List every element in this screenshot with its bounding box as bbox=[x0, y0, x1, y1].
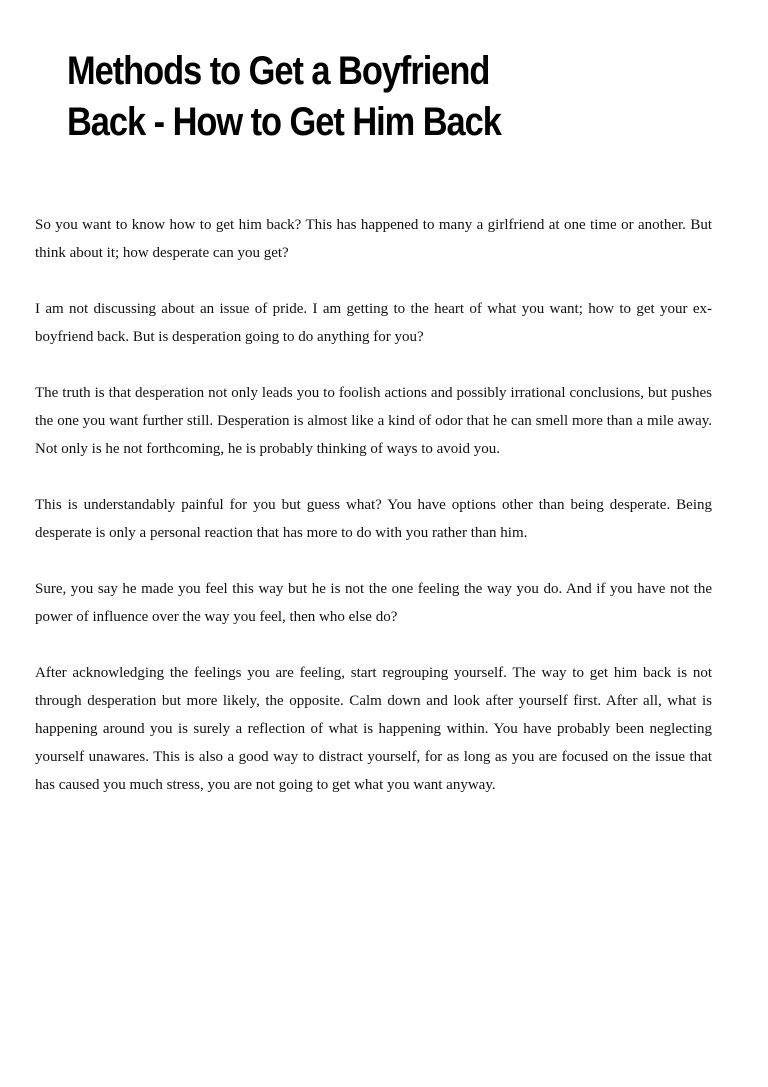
paragraph-3: The truth is that desperation not only leads you to foolish actions and possibly irrational conclusions, but pushes the one you want further still. Desperation is almost like a kind of odor that he can smell more than a mile away. Not only is he not forthcoming, he is probably thinking of ways to avoid you. bbox=[35, 385, 712, 457]
page-title bbox=[67, 46, 600, 148]
paragraph-2: I am not discussing about an issue of pride. I am getting to the heart of what you want; how to get your ex-boyfriend back. But is desperation going to do anything for you? bbox=[35, 301, 712, 345]
article-body bbox=[35, 211, 712, 827]
paragraph-4: This is understandably painful for you but guess what? You have options other than being desperate. Being desperate is only a personal reaction that has more to do with you rather than him. bbox=[35, 497, 712, 541]
title-line-1: Methods to Get a Boyfriend bbox=[67, 49, 490, 93]
title-line-2: Back - How to Get Him Back bbox=[67, 100, 501, 144]
paragraph-6: After acknowledging the feelings you are feeling, start regrouping yourself. The way to get him back is not through desperation but more likely, the opposite. Calm down and look after yourself first. After all, what is happening around you is surely a reflection of what is happening within. You have probably been neglecting yourself unawares. This is also a good way to distract yourself, for as long as you are focused on the issue that has caused you much stress, you are not going to get what you want anyway. bbox=[35, 665, 712, 793]
paragraph-5: Sure, you say he made you feel this way but he is not the one feeling the way you do. And if you have not the power of influence over the way you feel, then who else do? bbox=[35, 581, 712, 625]
paragraph-1: So you want to know how to get him back? This has happened to many a girlfriend at one time or another. But think about it; how desperate can you get? bbox=[35, 217, 712, 261]
